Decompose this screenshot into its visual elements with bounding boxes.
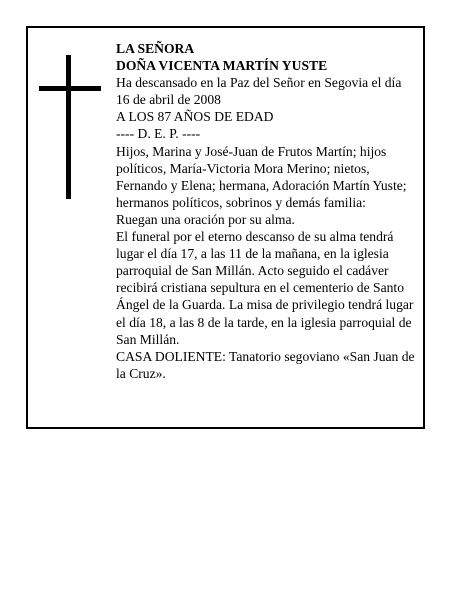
cross-horizontal-bar [39, 86, 101, 91]
honorific: LA SEÑORA [116, 41, 195, 56]
cross-icon [39, 55, 101, 199]
death-statement: Ha descansado en la Paz del Señor en Segovia el día 16 de abril de 2008 [116, 75, 402, 108]
funeral-details: El funeral por el eterno descanso de su alma tendrá lugar el día 17, a las 11 de la mañana, en la iglesia parroquial de San Millán. Acto seguido el cadáver recibirá cristiana sepultura en el cementerio de Santo Ángel de la Guarda. La misa de privilegio tendrá lugar el día 18, a las 8 de la tarde, en la iglesia parroquial de San Millán. [116, 229, 414, 347]
obituary-text [116, 40, 418, 382]
family-list: Hijos, Marina y José-Juan de Frutos Martín; hijos políticos, María-Victoria Mora Merino; nietos, Fernando y Elena; hermana, Adoración Martín Yuste; hermanos políticos, sobrinos y demás familia: [116, 143, 407, 210]
casa-doliente: CASA DOLIENTE: Tanatorio segoviano «San Juan de la Cruz». [116, 348, 415, 381]
age: A LOS 87 AÑOS DE EDAD [116, 109, 274, 125]
prayer-request: Ruegan una oración por su alma. [116, 211, 295, 227]
rip: ---- D. E. P. ---- [116, 126, 201, 142]
cross-vertical-bar [66, 55, 71, 199]
obituary-notice [26, 26, 425, 429]
deceased-name: DOÑA VICENTA MARTÍN YUSTE [116, 58, 328, 74]
